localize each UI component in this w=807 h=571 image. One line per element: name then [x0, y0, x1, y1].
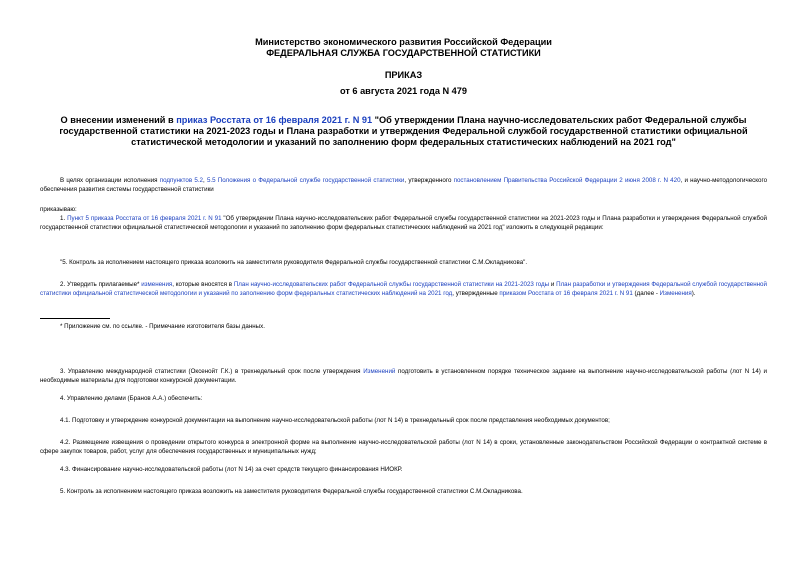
- ministry-name: Министерство экономического развития Российской Федерации: [255, 37, 552, 47]
- quote-paragraph: "5. Контроль за исполнением настоящего приказа возложить на заместителя руководителя Федеральной службы государственной статистики С.М.Окладникова".: [60, 259, 528, 266]
- paragraph-1-link[interactable]: Пункт 5 приказа Росстата от 16 февраля 2021 г. N 91: [67, 215, 222, 222]
- paragraph-3-link-changes[interactable]: Изменений: [363, 368, 396, 375]
- doc-title: [52, 115, 755, 148]
- doc-date-number: от 6 августа 2021 года N 479: [339, 86, 468, 96]
- preamble-text: , и научно-методологического обеспечения развития системы государственной статистики: [40, 177, 768, 193]
- order-word: приказываю:: [40, 206, 77, 213]
- service-name: ФЕДЕРАЛЬНАЯ СЛУЖБА ГОСУДАРСТВЕННОЙ СТАТИСТИКИ: [266, 48, 541, 58]
- paragraph-text: и: [549, 281, 557, 288]
- paragraph-text: , которые вносятся в: [172, 281, 234, 288]
- paragraph-text: , утвержденные: [452, 290, 500, 297]
- paragraph-4-1: 4.1. Подготовку и утверждение конкурсной документации на выполнение научно-исследовательской работы (лот N 14) в трехнедельный срок после представления необходимых документов;: [60, 417, 610, 424]
- paragraph-3: [40, 367, 767, 385]
- preamble: [40, 176, 767, 194]
- paragraph-text: ).: [691, 290, 696, 297]
- paragraph-2-link-changes[interactable]: изменения: [141, 281, 173, 288]
- title-link[interactable]: приказ Росстата от 16 февраля 2021 г. N 91: [176, 115, 373, 125]
- paragraph-4: 4. Управлению делами (Бранов А.А.) обеспечить:: [60, 395, 203, 402]
- paragraph-text: 1.: [60, 215, 68, 222]
- paragraph-text: 2. Утвердить прилагаемые*: [60, 281, 142, 288]
- paragraph-text: 3. Управлению международной статистики (Оксенойт Г.К.) в трехнедельный срок после утверждения: [60, 368, 364, 375]
- footnote-divider: [40, 318, 110, 319]
- preamble-link-regulation[interactable]: 5.5 Положения о Федеральной службе государственной статистики: [206, 177, 405, 184]
- paragraph-text: подготовить в установленном порядке техническое задание на выполнение научно-исследовательской работы (лот N 14) и необходимые материалы для подготовки конкурсной документации.: [40, 368, 767, 384]
- paragraph-text: (далее -: [632, 290, 660, 297]
- paragraph-2-link-research-plan[interactable]: План научно-исследовательских работ Федеральной службы государственной статистики на 2021-2023 годы: [233, 281, 550, 288]
- preamble-text: , утвержденного: [404, 177, 454, 184]
- preamble-link-resolution[interactable]: постановлением Правительства Российской Федерации 2 июня 2008 г. N 420: [453, 177, 681, 184]
- paragraph-2-link-methodology-plan[interactable]: План разработки и утверждения Федеральной службой государственной статистики официальной статистической методологии и указаний по заполнению форм федеральных статистических наблюдений на 2021 год: [40, 281, 767, 297]
- title-prefix: О внесении изменений в: [60, 115, 177, 125]
- paragraph-2: [40, 280, 767, 298]
- doc-type: ПРИКАЗ: [384, 70, 423, 80]
- paragraph-2-link-changes-short[interactable]: Изменения: [659, 290, 692, 297]
- preamble-text: В целях организации исполнения: [60, 177, 160, 184]
- footnote: * Приложение см. по ссылке. - Примечание изготовителя базы данных.: [60, 323, 265, 330]
- paragraph-4-3: 4.3. Финансирование научно-исследовательской работы (лот N 14) за счет средств текущего финансирования НИОКР.: [60, 466, 403, 473]
- paragraph-1: [40, 214, 767, 232]
- preamble-link-subpoints[interactable]: подпунктов 5.2: [159, 177, 203, 184]
- paragraph-text: "Об утверждении Плана научно-исследовательских работ Федеральной службы государственной статистики на 2021-2023 годы и Плана разработки и утверждения Федеральной службой государственной статистики официальной статистической методологии и указаний по заполнению форм федеральных статистических наблюдений на 2021 год" изложить в следующей редакции:: [40, 215, 767, 231]
- paragraph-5: 5. Контроль за исполнением настоящего приказа возложить на заместителя руководителя Федеральной службы государственной статистики С.М.Окладникова.: [60, 488, 523, 495]
- preamble-text: ,: [202, 177, 207, 184]
- paragraph-4-2: 4.2. Размещение извещения о проведении открытого конкурса в электронной форме на выполнение научно-исследовательской работы (лот N 14) в сроки, установленные законодательством Российской Федерации о контрактной системе в сфере закупок товаров, работ, услуг для обеспечения государственных и муниципальных нужд;: [40, 439, 767, 455]
- paragraph-2-link-order[interactable]: приказом Росстата от 16 февраля 2021 г. N 91: [499, 290, 633, 297]
- title-rest: "Об утверждении Плана научно-исследовательских работ Федеральной службы государственной статистики на 2021-2023 годы и Плана разработки и утверждения Федеральной службой государственной статистики официальной статистической методологии и указаний по заполнению форм федеральных статистических наблюдений на 2021 год": [59, 115, 748, 147]
